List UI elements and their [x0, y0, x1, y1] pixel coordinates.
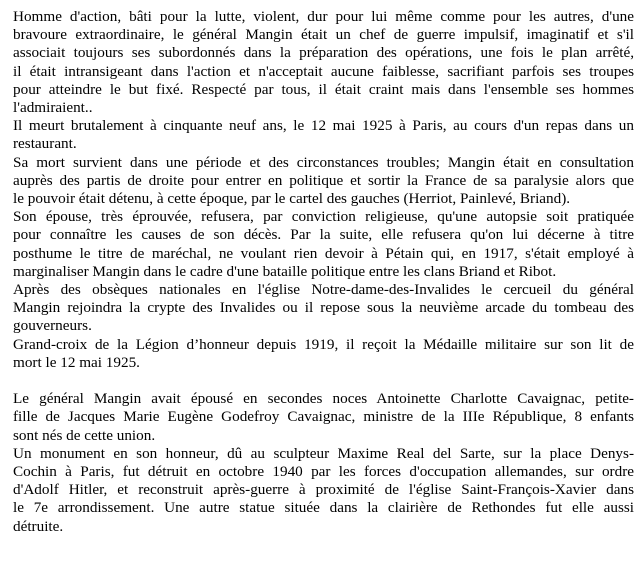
text-line: bravoure extraordinaire, le général Mangin était un chef de guerre impulsif, imaginatif et s'il — [13, 26, 634, 44]
text-line: auprès des partis de droite pour entrer en politique et sortir la France de sa paralysie alors que — [13, 171, 634, 189]
text-line: Cochin à Paris, fut détruit en octobre 1940 par les forces d'occupation allemandes, sur ordre — [13, 463, 634, 481]
paragraph-death — [13, 117, 634, 153]
paragraph-spacer — [13, 372, 634, 390]
text-line: le 7e arrondissement. Une autre statue située dans la clairière de Rethondes fut elle aussi — [13, 499, 634, 517]
paragraph-marriage — [13, 390, 634, 445]
paragraph-monument — [13, 445, 634, 536]
paragraph-spouse — [13, 208, 634, 281]
text-line: Sa mort survient dans une période et des circonstances troubles; Mangin était en consultation — [13, 153, 634, 171]
text-line: le pouvoir était détenu, à cette époque, par le cartel des gauches (Herriot, Painlevé, Briand). — [13, 190, 571, 208]
text-line: détruite. — [13, 517, 64, 535]
text-line: Un monument en son honneur, dû au sculpteur Maxime Real del Sarte, sur la place Denys- — [13, 444, 634, 462]
text-line: Son épouse, très éprouvée, refusera, par conviction religieuse, qu'une autopsie soit pratiquée — [13, 208, 634, 226]
text-line: gouverneurs. — [13, 317, 92, 335]
text-line: Mangin rejoindra la crypte des Invalides ou il repose sous la neuvième arcade du tombeau des — [13, 299, 634, 317]
text-line: il était intransigeant dans l'action et n'acceptait aucune faiblesse, sacrifiant parfois ses troupes — [13, 62, 634, 80]
text-line: Le général Mangin avait épousé en secondes noces Antoinette Charlotte Cavaignac, petite- — [13, 390, 634, 408]
text-line: restaurant. — [13, 135, 77, 153]
text-line: Homme d'action, bâti pour la lutte, violent, dur pour lui même comme pour les autres, d'une — [13, 8, 634, 25]
paragraph-character — [13, 8, 634, 117]
text-line: mort le 12 mai 1925. — [13, 353, 140, 371]
text-line: fille de Jacques Marie Eugène Godefroy Cavaignac, ministre de la IIIe République, 8 enfants — [13, 408, 634, 426]
text-line: Grand-croix de la Légion d’honneur depuis 1919, il reçoit la Médaille militaire sur son lit de — [13, 335, 634, 353]
text-line: posthume le titre de maréchal, ne voulant rien devoir à Pétain qui, en 1917, s'était employé à — [13, 244, 634, 262]
text-line: l'admiraient.. — [13, 99, 93, 117]
text-line: Il meurt brutalement à cinquante neuf ans, le 12 mai 1925 à Paris, au cours d'un repas dans un — [13, 117, 634, 135]
text-line: d'Adolf Hitler, et reconstruit après-guerre à proximité de l'église Saint-François-Xavier dans — [13, 481, 634, 499]
text-line: pour connaître les causes de son décès. Par la suite, elle refusera qu'on lui décerne à titre — [13, 226, 634, 244]
text-line: pour atteindre le but fixé. Respecté par tous, il était craint mais dans l'ensemble ses hommes — [13, 80, 634, 98]
text-line: sont nés de cette union. — [13, 426, 156, 444]
paragraph-funeral — [13, 281, 634, 336]
text-line: marginaliser Mangin dans le cadre d'une bataille politique entre les clans Briand et Ribot. — [13, 262, 557, 280]
paragraph-honours — [13, 336, 634, 372]
text-line: Après des obsèques nationales en l'église Notre-dame-des-Invalides le cercueil du général — [13, 281, 634, 299]
paragraph-circumstances — [13, 154, 634, 209]
text-line: associait toujours ses subordonnés dans la préparation des opérations, une fois le plan arrêté, — [13, 44, 634, 62]
